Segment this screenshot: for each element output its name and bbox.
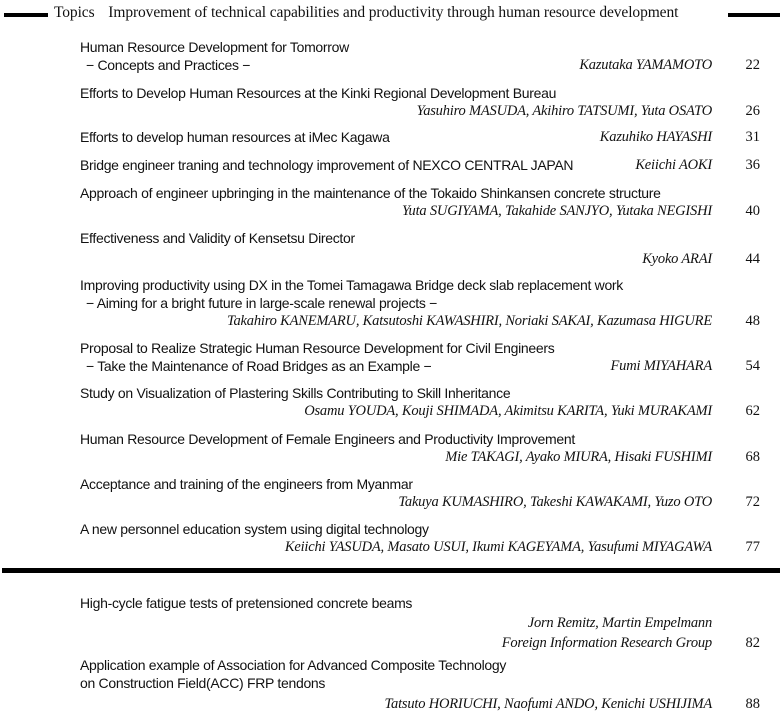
entry-page: 54 bbox=[745, 358, 760, 374]
entry-authors: Kazutaka YAMAMOTO bbox=[579, 57, 712, 73]
entry-subtitle: − Concepts and Practices − bbox=[86, 57, 251, 73]
entry-page: 82 bbox=[745, 635, 760, 651]
entry-page: 68 bbox=[745, 449, 760, 465]
entry-page: 88 bbox=[745, 696, 760, 712]
header-label: Topics bbox=[54, 4, 95, 21]
entry-authors: Yasuhiro MASUDA, Akihiro TATSUMI, Yuta OSATO bbox=[416, 103, 712, 119]
entry-page: 26 bbox=[745, 103, 760, 119]
entry-title[interactable]: Efforts to develop human resources at iMec Kagawa bbox=[80, 129, 390, 145]
toc-entry[interactable] bbox=[80, 156, 760, 174]
entry-title[interactable]: High-cycle fatigue tests of pretensioned concrete beams bbox=[80, 595, 413, 611]
toc-entry[interactable] bbox=[80, 339, 760, 375]
entry-authors: Osamu YOUDA, Kouji SHIMADA, Akimitsu KARITA, Yuki MURAKAMI bbox=[304, 403, 712, 419]
header-text bbox=[54, 4, 678, 22]
entry-authors: Keiichi YASUDA, Masato USUI, Ikumi KAGEYAMA, Yasufumi MIYAGAWA bbox=[284, 539, 712, 555]
entry-page: 31 bbox=[745, 129, 760, 145]
section-header bbox=[0, 2, 780, 24]
toc-entry[interactable] bbox=[80, 475, 760, 511]
entry-authors: Kyoko ARAI bbox=[642, 251, 712, 267]
entry-subtitle: − Aiming for a bright future in large-scale renewal projects − bbox=[86, 295, 438, 311]
toc-entry[interactable] bbox=[80, 384, 760, 420]
toc-entry[interactable] bbox=[80, 84, 760, 120]
toc-entry[interactable] bbox=[80, 38, 760, 74]
toc-entry[interactable] bbox=[80, 276, 760, 330]
entry-title[interactable]: Acceptance and training of the engineers from Myanmar bbox=[80, 476, 413, 492]
entry-title[interactable]: Study on Visualization of Plastering Skills Contributing to Skill Inheritance bbox=[80, 385, 511, 401]
toc-entry[interactable] bbox=[80, 430, 760, 466]
entry-title[interactable]: Bridge engineer traning and technology improvement of NEXCO CENTRAL JAPAN bbox=[80, 157, 574, 173]
entry-page: 36 bbox=[745, 157, 760, 173]
entry-title[interactable]: Human Resource Development of Female Engineers and Productivity Improvement bbox=[80, 431, 575, 447]
entry-title[interactable]: Approach of engineer upbringing in the maintenance of the Tokaido Shinkansen concrete structure bbox=[80, 185, 661, 201]
entry-authors: Keiichi AOKI bbox=[635, 157, 712, 173]
entry-page: 77 bbox=[745, 539, 760, 555]
header-rule-right bbox=[728, 13, 780, 17]
entry-authors: Takahiro KANEMARU, Katsutoshi KAWASHIRI, Noriaki SAKAI, Kazumasa HIGURE bbox=[226, 313, 712, 329]
entry-group: Foreign Information Research Group bbox=[501, 635, 712, 651]
section-divider bbox=[2, 568, 780, 573]
header-rule-left bbox=[4, 13, 48, 17]
entry-title[interactable]: Proposal to Realize Strategic Human Resource Development for Civil Engineers bbox=[80, 340, 555, 356]
toc-entry[interactable] bbox=[80, 184, 760, 220]
entry-authors: Yuta SUGIYAMA, Takahide SANJYO, Yutaka NEGISHI bbox=[401, 203, 712, 219]
entry-authors: Tatsuto HORIUCHI, Naofumi ANDO, Kenichi USHIJIMA bbox=[384, 696, 712, 712]
entry-title[interactable]: Effectiveness and Validity of Kensetsu Director bbox=[80, 230, 355, 246]
entry-title[interactable]: Application example of Association for Advanced Composite Technology bbox=[80, 657, 507, 673]
entry-authors: Mie TAKAGI, Ayako MIURA, Hisaki FUSHIMI bbox=[445, 449, 712, 465]
toc-entry[interactable] bbox=[80, 656, 760, 713]
entry-title-continued[interactable]: on Construction Field(ACC) FRP tendons bbox=[80, 675, 326, 691]
entry-page: 72 bbox=[745, 494, 760, 510]
entry-title[interactable]: Efforts to Develop Human Resources at the Kinki Regional Development Bureau bbox=[80, 85, 557, 101]
entry-title[interactable]: Human Resource Development for Tomorrow bbox=[80, 39, 349, 55]
entry-subtitle: − Take the Maintenance of Road Bridges as an Example − bbox=[86, 358, 432, 374]
entry-authors: Kazuhiko HAYASHI bbox=[599, 129, 712, 145]
entry-page: 48 bbox=[745, 313, 760, 329]
entry-page: 44 bbox=[745, 251, 760, 267]
toc-entry[interactable] bbox=[80, 128, 760, 146]
entry-authors: Jorn Remitz, Martin Empelmann bbox=[527, 615, 712, 631]
entry-title[interactable]: Improving productivity using DX in the Tomei Tamagawa Bridge deck slab replacement work bbox=[80, 277, 623, 293]
entry-authors: Takuya KUMASHIRO, Takeshi KAWAKAMI, Yuzo OTO bbox=[398, 494, 712, 510]
toc-entry[interactable] bbox=[80, 229, 760, 268]
toc-entry-foreign[interactable] bbox=[80, 594, 760, 652]
entry-title[interactable]: A new personnel education system using digital technology bbox=[80, 521, 429, 537]
entry-page: 22 bbox=[745, 57, 760, 73]
entry-authors: Fumi MIYAHARA bbox=[610, 358, 712, 374]
header-title: Improvement of technical capabilities and productivity through human resource development bbox=[108, 4, 679, 21]
toc-entry[interactable] bbox=[80, 520, 760, 556]
entry-page: 62 bbox=[745, 403, 760, 419]
entry-page: 40 bbox=[745, 203, 760, 219]
